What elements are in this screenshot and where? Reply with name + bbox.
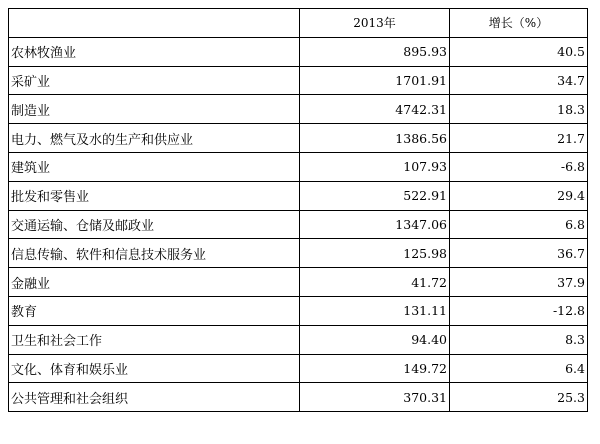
industry-name-cell: 金融业 bbox=[9, 268, 300, 297]
industry-name-cell: 建筑业 bbox=[9, 152, 300, 181]
value-2013-cell: 4742.31 bbox=[300, 95, 450, 124]
value-2013-cell: 522.91 bbox=[300, 181, 450, 210]
table-row bbox=[9, 296, 588, 325]
growth-cell: -12.8 bbox=[450, 296, 588, 325]
growth-cell: 6.8 bbox=[450, 210, 588, 239]
value-2013-cell: 94.40 bbox=[300, 325, 450, 354]
industry-data-table bbox=[8, 8, 588, 412]
table-row bbox=[9, 210, 588, 239]
table-row bbox=[9, 124, 588, 153]
growth-cell: 29.4 bbox=[450, 181, 588, 210]
table-row bbox=[9, 37, 588, 66]
growth-cell: 36.7 bbox=[450, 239, 588, 268]
growth-cell: 6.4 bbox=[450, 354, 588, 383]
growth-cell: 34.7 bbox=[450, 66, 588, 95]
table-row bbox=[9, 152, 588, 181]
value-2013-cell: 131.11 bbox=[300, 296, 450, 325]
header-industry-cell bbox=[9, 9, 300, 38]
industry-name-cell: 农林牧渔业 bbox=[9, 37, 300, 66]
value-2013-cell: 107.93 bbox=[300, 152, 450, 181]
industry-name-cell: 批发和零售业 bbox=[9, 181, 300, 210]
growth-cell: 37.9 bbox=[450, 268, 588, 297]
industry-name-cell: 教育 bbox=[9, 296, 300, 325]
growth-cell: 18.3 bbox=[450, 95, 588, 124]
value-2013-cell: 1347.06 bbox=[300, 210, 450, 239]
industry-name-cell: 卫生和社会工作 bbox=[9, 325, 300, 354]
industry-name-cell: 交通运输、仓储及邮政业 bbox=[9, 210, 300, 239]
growth-cell: 8.3 bbox=[450, 325, 588, 354]
growth-cell: 40.5 bbox=[450, 37, 588, 66]
value-2013-cell: 125.98 bbox=[300, 239, 450, 268]
industry-name-cell: 制造业 bbox=[9, 95, 300, 124]
value-2013-cell: 41.72 bbox=[300, 268, 450, 297]
growth-cell: 25.3 bbox=[450, 383, 588, 412]
table-row bbox=[9, 383, 588, 412]
value-2013-cell: 370.31 bbox=[300, 383, 450, 412]
table-row bbox=[9, 66, 588, 95]
table-row bbox=[9, 239, 588, 268]
table-row bbox=[9, 95, 588, 124]
growth-cell: -6.8 bbox=[450, 152, 588, 181]
table-row bbox=[9, 354, 588, 383]
value-2013-cell: 1701.91 bbox=[300, 66, 450, 95]
table-row bbox=[9, 325, 588, 354]
industry-name-cell: 采矿业 bbox=[9, 66, 300, 95]
industry-name-cell: 电力、燃气及水的生产和供应业 bbox=[9, 124, 300, 153]
industry-name-cell: 公共管理和社会组织 bbox=[9, 383, 300, 412]
growth-cell: 21.7 bbox=[450, 124, 588, 153]
industry-name-cell: 信息传输、软件和信息技术服务业 bbox=[9, 239, 300, 268]
table-header-row bbox=[9, 9, 588, 38]
value-2013-cell: 895.93 bbox=[300, 37, 450, 66]
value-2013-cell: 1386.56 bbox=[300, 124, 450, 153]
value-2013-cell: 149.72 bbox=[300, 354, 450, 383]
table-row bbox=[9, 181, 588, 210]
industry-name-cell: 文化、体育和娱乐业 bbox=[9, 354, 300, 383]
header-year-2013: 2013年 bbox=[300, 9, 450, 38]
table-row bbox=[9, 268, 588, 297]
header-growth-percent: 增长（%） bbox=[450, 9, 588, 38]
